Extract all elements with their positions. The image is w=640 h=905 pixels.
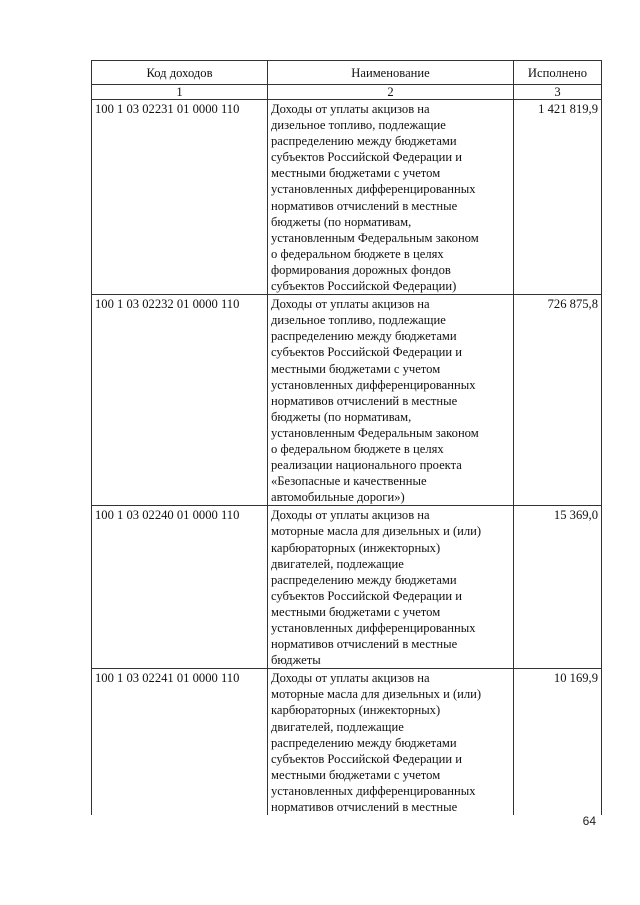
revenue-code: 100 1 03 02240 01 0000 110 [92, 506, 268, 669]
column-number-3: 3 [514, 85, 602, 100]
table-row [92, 295, 602, 506]
table-row [92, 100, 602, 295]
revenue-code: 100 1 03 02231 01 0000 110 [92, 100, 268, 295]
revenue-sum: 726 875,8 [514, 295, 602, 506]
header-code: Код доходов [92, 61, 268, 85]
revenue-name: Доходы от уплаты акцизов на моторные масла для дизельных и (или) карбюраторных (инжекторных) двигателей, подлежащие распределению между бюджетами субъектов Российской Федерации и местными бюджетами с учетом установленных дифференцированных нормативов отчислений в местные [268, 669, 514, 815]
revenue-code: 100 1 03 02232 01 0000 110 [92, 295, 268, 506]
header-row [92, 61, 602, 85]
header-sum: Исполнено [514, 61, 602, 85]
table-row [92, 669, 602, 815]
revenue-name: Доходы от уплаты акцизов на дизельное топливо, подлежащие распределению между бюджетами субъектов Российской Федерации и местными бюджетами с учетом установленных дифференцированных нормативов отчислений в местные бюджеты (по нормативам, установленным Федеральным законом о федеральном бюджете в целях реализации национального проекта «Безопасные и качественные автомобильные дороги») [268, 295, 514, 506]
revenue-sum: 15 369,0 [514, 506, 602, 669]
column-number-row [92, 85, 602, 100]
table-row [92, 506, 602, 669]
revenue-sum: 1 421 819,9 [514, 100, 602, 295]
page-number: 64 [582, 814, 596, 828]
column-number-1: 1 [92, 85, 268, 100]
column-number-2: 2 [268, 85, 514, 100]
revenue-code: 100 1 03 02241 01 0000 110 [92, 669, 268, 815]
revenue-name: Доходы от уплаты акцизов на моторные масла для дизельных и (или) карбюраторных (инжекторных) двигателей, подлежащие распределению между бюджетами субъектов Российской Федерации и местными бюджетами с учетом установленных дифференцированных нормативов отчислений в местные бюджеты [268, 506, 514, 669]
revenue-name: Доходы от уплаты акцизов на дизельное топливо, подлежащие распределению между бюджетами субъектов Российской Федерации и местными бюджетами с учетом установленных дифференцированных нормативов отчислений в местные бюджеты (по нормативам, установленным Федеральным законом о федеральном бюджете в целях формирования дорожных фондов субъектов Российской Федерации) [268, 100, 514, 295]
revenue-table [91, 60, 602, 815]
revenue-sum: 10 169,9 [514, 669, 602, 815]
header-name: Наименование [268, 61, 514, 85]
